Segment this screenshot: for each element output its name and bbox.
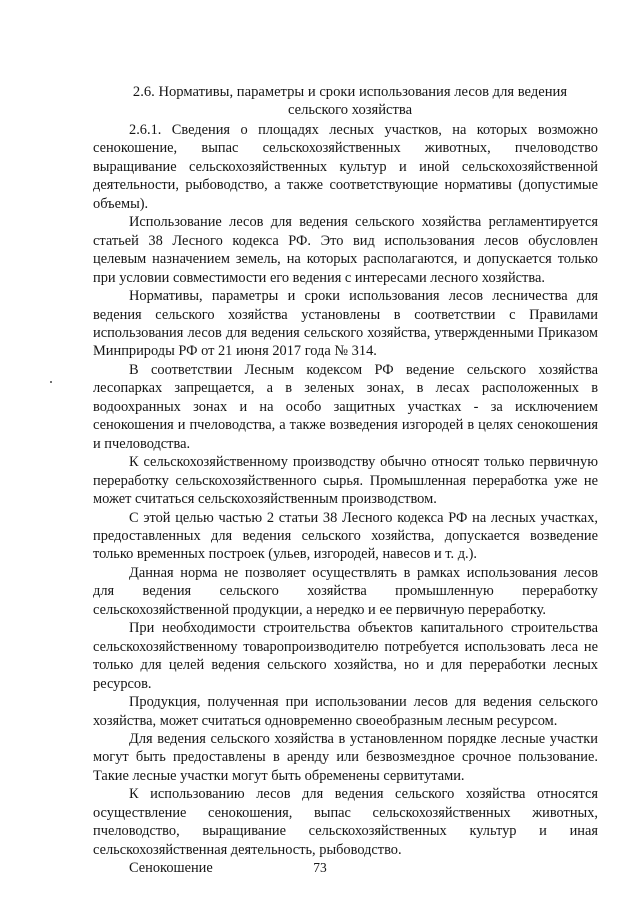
- document-body: [93, 121, 598, 878]
- paragraph: 2.6.1. Сведения о площадях лесных участков, на которых возможно сенокошение, выпас сельскохозяйственных животных, пчеловодство выращивание сельскохозяйственных культур и иной сельскохозяйственной деятельности, рыбоводство, а также соответствующие нормативы (допустимые объемы).: [93, 122, 598, 212]
- scan-speck: [50, 381, 52, 383]
- section-heading-line-1: 2.6. Нормативы, параметры и сроки использования лесов для ведения: [132, 84, 568, 100]
- paragraph: К использованию лесов для ведения сельского хозяйства относятся осуществление сенокошения, выпас сельскохозяйственных животных, пчеловодство, выращивание сельскохозяйственных культур и иная сельскохозяйственная деятельность, рыбоводство.: [93, 786, 598, 858]
- paragraph: При необходимости строительства объектов капитального строительства сельскохозяйственному товаропроизводителю потребуется использовать леса не только для целей ведения сельского хозяйства, но и для переработки лесных ресурсов.: [93, 620, 598, 692]
- paragraph: В соответствии Лесным кодексом РФ ведение сельского хозяйства лесопарках запрещается, а в зеленых зонах, в лесах расположенных в водоохранных зонах и на особо защитных участках - за исключением сенокошения и пчеловодства, а также возведения изгородей в целях сенокошения и пчеловодства.: [93, 361, 598, 452]
- subheading-haymaking: Сенокошение: [129, 860, 213, 877]
- paragraph: Для ведения сельского хозяйства в установленном порядке лесные участки могут быть предоставлены в аренду или безвозмездное срочное пользование. Такие лесные участки могут быть обременены сервитутами.: [93, 730, 598, 784]
- paragraph: К сельскохозяйственному производству обычно относят только первичную переработку сельскохозяйственного сырья. Промышленная переработка уже не может считаться сельскохозяйственным производством.: [93, 454, 598, 508]
- page-number: 73: [313, 860, 327, 875]
- paragraph: С этой целью частью 2 статьи 38 Лесного кодекса РФ на лесных участках, предоставленных для ведения сельского хозяйства, допускается возведение только временных построек (ульев, изгородей, навесов и т. д.).: [93, 509, 598, 563]
- paragraph: Данная норма не позволяет осуществлять в рамках использования лесов для ведения сельского хозяйства промышленную переработку сельскохозяйственной продукции, а нередко и ее первичную переработку.: [93, 564, 598, 618]
- paragraph: Использование лесов для ведения сельского хозяйства регламентируется статьей 38 Лесного кодекса РФ. Это вид использования лесов обусловлен целевым назначением земель, на которых располагаются, и допускается только при условии совместимости его ведения с интересами лесного хозяйства.: [93, 214, 598, 286]
- section-heading-line-2: сельского хозяйства: [287, 102, 413, 118]
- paragraph: Продукция, полученная при использовании лесов для ведения сельского хозяйства, может считаться одновременно своеобразным лесным ресурсом.: [93, 694, 598, 729]
- paragraph: Нормативы, параметры и сроки использования лесов лесничества для ведения сельского хозяйства установлены в соответствии с Правилами использования лесов для ведения сельского хозяйства, утвержденными Приказом Минприроды РФ от 21 июня 2017 года № 314.: [93, 288, 598, 360]
- section-heading: [90, 83, 610, 119]
